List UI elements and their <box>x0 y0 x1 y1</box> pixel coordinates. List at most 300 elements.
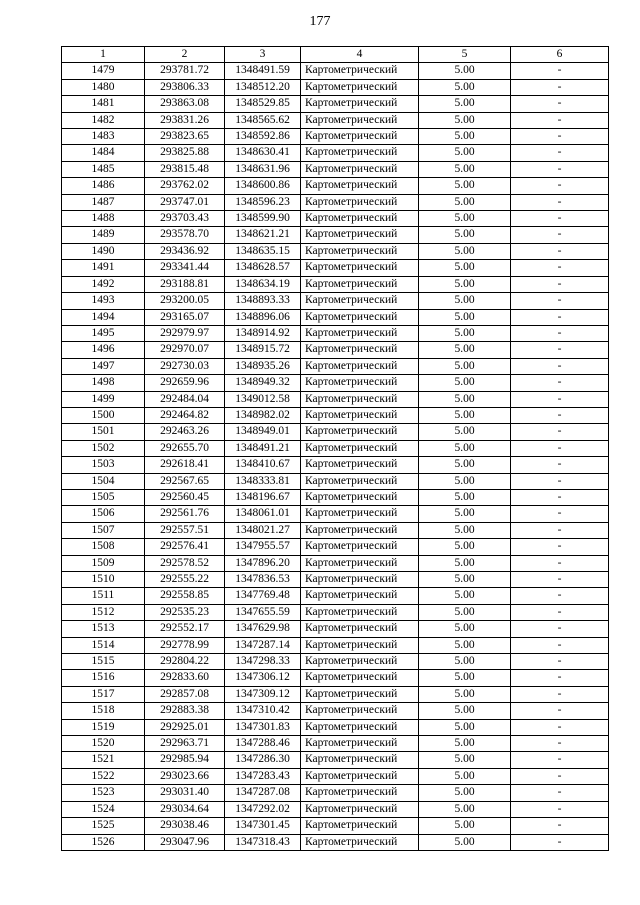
table-row <box>62 654 609 670</box>
method-cell: Картометрический <box>301 112 419 128</box>
table-row <box>62 260 609 276</box>
point-number-cell: 1502 <box>62 440 145 456</box>
column-header: 1 <box>62 47 145 63</box>
point-number-cell: 1494 <box>62 309 145 325</box>
point-number-cell: 1509 <box>62 555 145 571</box>
table-row <box>62 588 609 604</box>
note-cell: - <box>511 801 609 817</box>
table-row <box>62 276 609 292</box>
table-row <box>62 342 609 358</box>
table-row <box>62 243 609 259</box>
y-coordinate-cell: 1348915.72 <box>225 342 301 358</box>
y-coordinate-cell: 1348949.32 <box>225 375 301 391</box>
accuracy-cell: 5.00 <box>419 703 511 719</box>
x-coordinate-cell: 293781.72 <box>145 63 225 79</box>
y-coordinate-cell: 1347287.14 <box>225 637 301 653</box>
method-cell: Картометрический <box>301 785 419 801</box>
note-cell: - <box>511 227 609 243</box>
y-coordinate-cell: 1347955.57 <box>225 539 301 555</box>
x-coordinate-cell: 292552.17 <box>145 621 225 637</box>
note-cell: - <box>511 424 609 440</box>
note-cell: - <box>511 768 609 784</box>
note-cell: - <box>511 489 609 505</box>
method-cell: Картометрический <box>301 129 419 145</box>
y-coordinate-cell: 1348592.86 <box>225 129 301 145</box>
table-row <box>62 96 609 112</box>
note-cell: - <box>511 309 609 325</box>
table-row <box>62 407 609 423</box>
column-header: 6 <box>511 47 609 63</box>
note-cell: - <box>511 342 609 358</box>
table-row <box>62 703 609 719</box>
table-row <box>62 473 609 489</box>
accuracy-cell: 5.00 <box>419 112 511 128</box>
note-cell: - <box>511 522 609 538</box>
table-row <box>62 440 609 456</box>
point-number-cell: 1496 <box>62 342 145 358</box>
point-number-cell: 1508 <box>62 539 145 555</box>
x-coordinate-cell: 292857.08 <box>145 686 225 702</box>
table-row <box>62 178 609 194</box>
note-cell: - <box>511 145 609 161</box>
x-coordinate-cell: 292561.76 <box>145 506 225 522</box>
method-cell: Картометрический <box>301 670 419 686</box>
note-cell: - <box>511 194 609 210</box>
method-cell: Картометрический <box>301 375 419 391</box>
method-cell: Картометрический <box>301 293 419 309</box>
y-coordinate-cell: 1348628.57 <box>225 260 301 276</box>
point-number-cell: 1521 <box>62 752 145 768</box>
y-coordinate-cell: 1347306.12 <box>225 670 301 686</box>
method-cell: Картометрический <box>301 358 419 374</box>
y-coordinate-cell: 1348896.06 <box>225 309 301 325</box>
accuracy-cell: 5.00 <box>419 129 511 145</box>
y-coordinate-cell: 1348596.23 <box>225 194 301 210</box>
point-number-cell: 1505 <box>62 489 145 505</box>
accuracy-cell: 5.00 <box>419 309 511 325</box>
table-row <box>62 391 609 407</box>
x-coordinate-cell: 292535.23 <box>145 604 225 620</box>
method-cell: Картометрический <box>301 309 419 325</box>
method-cell: Картометрический <box>301 440 419 456</box>
note-cell: - <box>511 572 609 588</box>
accuracy-cell: 5.00 <box>419 227 511 243</box>
method-cell: Картометрический <box>301 489 419 505</box>
point-number-cell: 1507 <box>62 522 145 538</box>
point-number-cell: 1522 <box>62 768 145 784</box>
method-cell: Картометрический <box>301 522 419 538</box>
x-coordinate-cell: 292484.04 <box>145 391 225 407</box>
point-number-cell: 1503 <box>62 457 145 473</box>
method-cell: Картометрический <box>301 63 419 79</box>
x-coordinate-cell: 292558.85 <box>145 588 225 604</box>
note-cell: - <box>511 112 609 128</box>
x-coordinate-cell: 292925.01 <box>145 719 225 735</box>
y-coordinate-cell: 1348491.21 <box>225 440 301 456</box>
point-number-cell: 1492 <box>62 276 145 292</box>
method-cell: Картометрический <box>301 736 419 752</box>
method-cell: Картометрический <box>301 719 419 735</box>
accuracy-cell: 5.00 <box>419 391 511 407</box>
accuracy-cell: 5.00 <box>419 719 511 735</box>
x-coordinate-cell: 293747.01 <box>145 194 225 210</box>
y-coordinate-cell: 1348529.85 <box>225 96 301 112</box>
accuracy-cell: 5.00 <box>419 801 511 817</box>
point-number-cell: 1497 <box>62 358 145 374</box>
accuracy-cell: 5.00 <box>419 407 511 423</box>
x-coordinate-cell: 293762.02 <box>145 178 225 194</box>
accuracy-cell: 5.00 <box>419 145 511 161</box>
point-number-cell: 1523 <box>62 785 145 801</box>
point-number-cell: 1520 <box>62 736 145 752</box>
point-number-cell: 1482 <box>62 112 145 128</box>
point-number-cell: 1519 <box>62 719 145 735</box>
column-header: 5 <box>419 47 511 63</box>
y-coordinate-cell: 1347836.53 <box>225 572 301 588</box>
accuracy-cell: 5.00 <box>419 211 511 227</box>
table-row <box>62 112 609 128</box>
note-cell: - <box>511 391 609 407</box>
note-cell: - <box>511 834 609 850</box>
point-number-cell: 1511 <box>62 588 145 604</box>
table-row <box>62 129 609 145</box>
table-header-row <box>62 47 609 63</box>
point-number-cell: 1501 <box>62 424 145 440</box>
note-cell: - <box>511 719 609 735</box>
accuracy-cell: 5.00 <box>419 506 511 522</box>
x-coordinate-cell: 292576.41 <box>145 539 225 555</box>
y-coordinate-cell: 1348565.62 <box>225 112 301 128</box>
y-coordinate-cell: 1348021.27 <box>225 522 301 538</box>
y-coordinate-cell: 1348491.59 <box>225 63 301 79</box>
y-coordinate-cell: 1347655.59 <box>225 604 301 620</box>
y-coordinate-cell: 1347286.30 <box>225 752 301 768</box>
accuracy-cell: 5.00 <box>419 96 511 112</box>
point-number-cell: 1515 <box>62 654 145 670</box>
point-number-cell: 1495 <box>62 325 145 341</box>
x-coordinate-cell: 292833.60 <box>145 670 225 686</box>
table-row <box>62 621 609 637</box>
table-row <box>62 686 609 702</box>
y-coordinate-cell: 1347310.42 <box>225 703 301 719</box>
x-coordinate-cell: 292659.96 <box>145 375 225 391</box>
note-cell: - <box>511 129 609 145</box>
point-number-cell: 1484 <box>62 145 145 161</box>
note-cell: - <box>511 260 609 276</box>
point-number-cell: 1488 <box>62 211 145 227</box>
note-cell: - <box>511 785 609 801</box>
y-coordinate-cell: 1347301.83 <box>225 719 301 735</box>
table-row <box>62 572 609 588</box>
y-coordinate-cell: 1348600.86 <box>225 178 301 194</box>
table-row <box>62 145 609 161</box>
y-coordinate-cell: 1347629.98 <box>225 621 301 637</box>
point-number-cell: 1499 <box>62 391 145 407</box>
method-cell: Картометрический <box>301 178 419 194</box>
x-coordinate-cell: 293831.26 <box>145 112 225 128</box>
point-number-cell: 1504 <box>62 473 145 489</box>
method-cell: Картометрический <box>301 555 419 571</box>
point-number-cell: 1489 <box>62 227 145 243</box>
x-coordinate-cell: 293825.88 <box>145 145 225 161</box>
table-row <box>62 555 609 571</box>
method-cell: Картометрический <box>301 276 419 292</box>
method-cell: Картометрический <box>301 818 419 834</box>
accuracy-cell: 5.00 <box>419 785 511 801</box>
x-coordinate-cell: 292464.82 <box>145 407 225 423</box>
x-coordinate-cell: 292560.45 <box>145 489 225 505</box>
y-coordinate-cell: 1348631.96 <box>225 161 301 177</box>
accuracy-cell: 5.00 <box>419 572 511 588</box>
y-coordinate-cell: 1347896.20 <box>225 555 301 571</box>
note-cell: - <box>511 539 609 555</box>
note-cell: - <box>511 457 609 473</box>
note-cell: - <box>511 63 609 79</box>
point-number-cell: 1498 <box>62 375 145 391</box>
note-cell: - <box>511 752 609 768</box>
note-cell: - <box>511 703 609 719</box>
point-number-cell: 1491 <box>62 260 145 276</box>
y-coordinate-cell: 1348935.26 <box>225 358 301 374</box>
x-coordinate-cell: 293863.08 <box>145 96 225 112</box>
method-cell: Картометрический <box>301 407 419 423</box>
point-number-cell: 1524 <box>62 801 145 817</box>
table-row <box>62 211 609 227</box>
y-coordinate-cell: 1347292.02 <box>225 801 301 817</box>
table-row <box>62 194 609 210</box>
x-coordinate-cell: 292578.52 <box>145 555 225 571</box>
y-coordinate-cell: 1347298.33 <box>225 654 301 670</box>
accuracy-cell: 5.00 <box>419 654 511 670</box>
page-number: 177 <box>309 14 331 29</box>
method-cell: Картометрический <box>301 686 419 702</box>
note-cell: - <box>511 621 609 637</box>
accuracy-cell: 5.00 <box>419 243 511 259</box>
accuracy-cell: 5.00 <box>419 293 511 309</box>
method-cell: Картометрический <box>301 703 419 719</box>
note-cell: - <box>511 161 609 177</box>
x-coordinate-cell: 292618.41 <box>145 457 225 473</box>
table-body <box>62 63 609 851</box>
method-cell: Картометрический <box>301 506 419 522</box>
x-coordinate-cell: 292778.99 <box>145 637 225 653</box>
accuracy-cell: 5.00 <box>419 440 511 456</box>
accuracy-cell: 5.00 <box>419 670 511 686</box>
x-coordinate-cell: 292463.26 <box>145 424 225 440</box>
note-cell: - <box>511 243 609 259</box>
note-cell: - <box>511 79 609 95</box>
accuracy-cell: 5.00 <box>419 539 511 555</box>
point-number-cell: 1513 <box>62 621 145 637</box>
method-cell: Картометрический <box>301 96 419 112</box>
point-number-cell: 1517 <box>62 686 145 702</box>
coordinates-table <box>61 46 609 851</box>
accuracy-cell: 5.00 <box>419 768 511 784</box>
note-cell: - <box>511 670 609 686</box>
method-cell: Картометрический <box>301 637 419 653</box>
note-cell: - <box>511 736 609 752</box>
accuracy-cell: 5.00 <box>419 63 511 79</box>
method-cell: Картометрический <box>301 79 419 95</box>
table-row <box>62 604 609 620</box>
method-cell: Картометрический <box>301 342 419 358</box>
accuracy-cell: 5.00 <box>419 276 511 292</box>
x-coordinate-cell: 292970.07 <box>145 342 225 358</box>
y-coordinate-cell: 1348982.02 <box>225 407 301 423</box>
note-cell: - <box>511 211 609 227</box>
y-coordinate-cell: 1347288.46 <box>225 736 301 752</box>
note-cell: - <box>511 96 609 112</box>
table-row <box>62 736 609 752</box>
point-number-cell: 1485 <box>62 161 145 177</box>
point-number-cell: 1510 <box>62 572 145 588</box>
table-row <box>62 637 609 653</box>
table-row <box>62 358 609 374</box>
x-coordinate-cell: 293038.46 <box>145 818 225 834</box>
accuracy-cell: 5.00 <box>419 522 511 538</box>
table-row <box>62 670 609 686</box>
y-coordinate-cell: 1347283.43 <box>225 768 301 784</box>
y-coordinate-cell: 1348196.67 <box>225 489 301 505</box>
note-cell: - <box>511 407 609 423</box>
note-cell: - <box>511 358 609 374</box>
table-row <box>62 309 609 325</box>
point-number-cell: 1483 <box>62 129 145 145</box>
accuracy-cell: 5.00 <box>419 686 511 702</box>
note-cell: - <box>511 276 609 292</box>
x-coordinate-cell: 292979.97 <box>145 325 225 341</box>
accuracy-cell: 5.00 <box>419 473 511 489</box>
method-cell: Картометрический <box>301 211 419 227</box>
x-coordinate-cell: 293806.33 <box>145 79 225 95</box>
method-cell: Картометрический <box>301 424 419 440</box>
table-row <box>62 489 609 505</box>
table-row <box>62 785 609 801</box>
point-number-cell: 1526 <box>62 834 145 850</box>
method-cell: Картометрический <box>301 243 419 259</box>
table-row <box>62 834 609 850</box>
accuracy-cell: 5.00 <box>419 79 511 95</box>
note-cell: - <box>511 588 609 604</box>
x-coordinate-cell: 292567.65 <box>145 473 225 489</box>
accuracy-cell: 5.00 <box>419 604 511 620</box>
note-cell: - <box>511 686 609 702</box>
accuracy-cell: 5.00 <box>419 555 511 571</box>
x-coordinate-cell: 292804.22 <box>145 654 225 670</box>
method-cell: Картометрический <box>301 325 419 341</box>
column-header: 2 <box>145 47 225 63</box>
table-row <box>62 768 609 784</box>
x-coordinate-cell: 292557.51 <box>145 522 225 538</box>
y-coordinate-cell: 1348061.01 <box>225 506 301 522</box>
point-number-cell: 1480 <box>62 79 145 95</box>
accuracy-cell: 5.00 <box>419 818 511 834</box>
table-row <box>62 457 609 473</box>
note-cell: - <box>511 440 609 456</box>
y-coordinate-cell: 1348635.15 <box>225 243 301 259</box>
point-number-cell: 1516 <box>62 670 145 686</box>
x-coordinate-cell: 293165.07 <box>145 309 225 325</box>
point-number-cell: 1493 <box>62 293 145 309</box>
table-row <box>62 752 609 768</box>
y-coordinate-cell: 1347287.08 <box>225 785 301 801</box>
table-row <box>62 522 609 538</box>
table-row <box>62 506 609 522</box>
x-coordinate-cell: 293188.81 <box>145 276 225 292</box>
point-number-cell: 1506 <box>62 506 145 522</box>
method-cell: Картометрический <box>301 145 419 161</box>
accuracy-cell: 5.00 <box>419 621 511 637</box>
note-cell: - <box>511 178 609 194</box>
table-row <box>62 818 609 834</box>
method-cell: Картометрический <box>301 539 419 555</box>
x-coordinate-cell: 292883.38 <box>145 703 225 719</box>
y-coordinate-cell: 1348599.90 <box>225 211 301 227</box>
accuracy-cell: 5.00 <box>419 325 511 341</box>
table-row <box>62 325 609 341</box>
point-number-cell: 1518 <box>62 703 145 719</box>
column-header: 3 <box>225 47 301 63</box>
point-number-cell: 1514 <box>62 637 145 653</box>
y-coordinate-cell: 1348949.01 <box>225 424 301 440</box>
x-coordinate-cell: 293047.96 <box>145 834 225 850</box>
method-cell: Картометрический <box>301 572 419 588</box>
note-cell: - <box>511 293 609 309</box>
method-cell: Картометрический <box>301 834 419 850</box>
method-cell: Картометрический <box>301 260 419 276</box>
table-row <box>62 63 609 79</box>
accuracy-cell: 5.00 <box>419 375 511 391</box>
method-cell: Картометрический <box>301 801 419 817</box>
x-coordinate-cell: 292555.22 <box>145 572 225 588</box>
accuracy-cell: 5.00 <box>419 736 511 752</box>
y-coordinate-cell: 1347309.12 <box>225 686 301 702</box>
note-cell: - <box>511 654 609 670</box>
x-coordinate-cell: 292655.70 <box>145 440 225 456</box>
table-row <box>62 719 609 735</box>
note-cell: - <box>511 325 609 341</box>
x-coordinate-cell: 293578.70 <box>145 227 225 243</box>
y-coordinate-cell: 1347769.48 <box>225 588 301 604</box>
accuracy-cell: 5.00 <box>419 342 511 358</box>
y-coordinate-cell: 1349012.58 <box>225 391 301 407</box>
method-cell: Картометрический <box>301 194 419 210</box>
accuracy-cell: 5.00 <box>419 424 511 440</box>
accuracy-cell: 5.00 <box>419 752 511 768</box>
method-cell: Картометрический <box>301 654 419 670</box>
column-header: 4 <box>301 47 419 63</box>
note-cell: - <box>511 473 609 489</box>
x-coordinate-cell: 292730.03 <box>145 358 225 374</box>
point-number-cell: 1512 <box>62 604 145 620</box>
accuracy-cell: 5.00 <box>419 194 511 210</box>
accuracy-cell: 5.00 <box>419 489 511 505</box>
accuracy-cell: 5.00 <box>419 260 511 276</box>
y-coordinate-cell: 1348634.19 <box>225 276 301 292</box>
method-cell: Картометрический <box>301 768 419 784</box>
method-cell: Картометрический <box>301 752 419 768</box>
x-coordinate-cell: 293023.66 <box>145 768 225 784</box>
x-coordinate-cell: 293341.44 <box>145 260 225 276</box>
table-row <box>62 424 609 440</box>
accuracy-cell: 5.00 <box>419 834 511 850</box>
note-cell: - <box>511 818 609 834</box>
accuracy-cell: 5.00 <box>419 637 511 653</box>
method-cell: Картометрический <box>301 457 419 473</box>
y-coordinate-cell: 1347301.45 <box>225 818 301 834</box>
method-cell: Картометрический <box>301 621 419 637</box>
note-cell: - <box>511 637 609 653</box>
